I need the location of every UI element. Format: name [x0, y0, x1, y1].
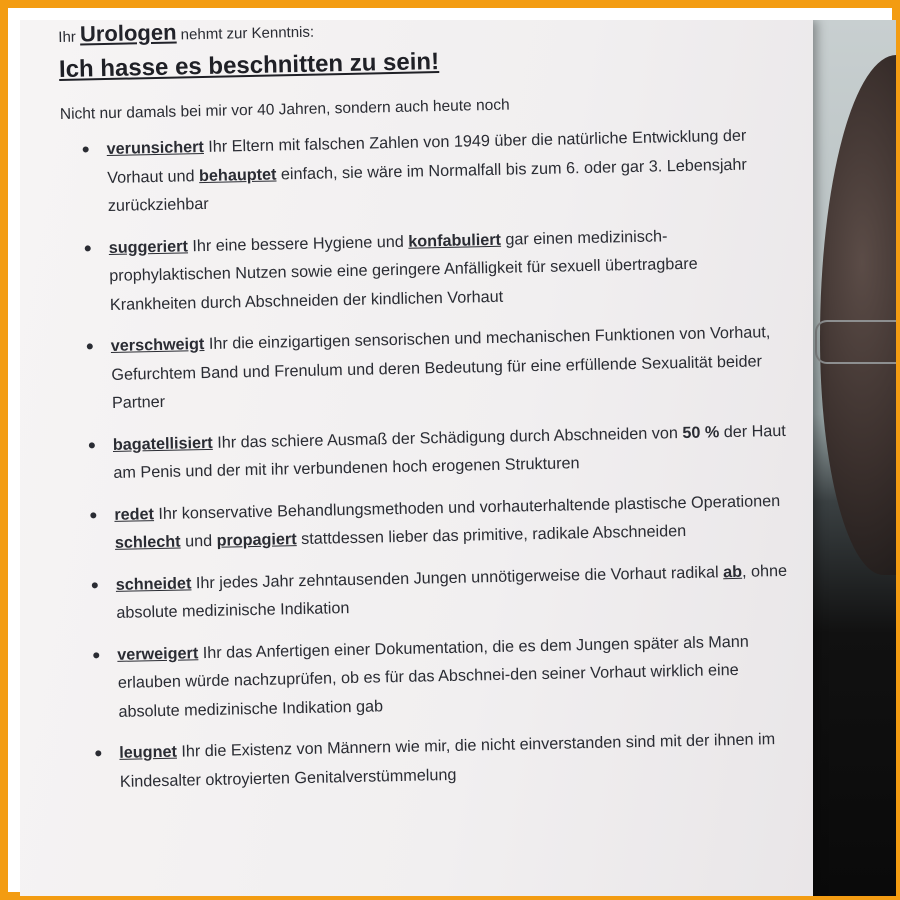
keyword: verunsichert [106, 137, 205, 159]
bullet-icon [83, 146, 89, 152]
keyword: verschweigt [110, 335, 205, 355]
list-item-text: einfach, sie wäre im Normalfall bis zum 6. oder gar 3. Lebensjahr zurückziehbar [107, 155, 748, 215]
list-item [70, 556, 791, 628]
intro-before: Ihr [58, 28, 81, 46]
keyword: schlecht [114, 532, 181, 552]
list-item-text: 50 % [682, 422, 720, 442]
photo [20, 20, 896, 896]
keyword: schneidet [115, 573, 192, 594]
list-item [62, 219, 784, 320]
bullet-icon [85, 245, 91, 251]
list-item-text: Ihr das Anfertigen einer Dokumentation, die es dem Jungen später als Mann erlauben würde nachzuprüfen, ob es für das Abschnei-den seiner Vorhaut wirklich eine absolute medizinische Indikation gab [117, 632, 749, 721]
list-item-text: Ihr Eltern mit falschen Zahlen von 1949 über die natürliche Entwicklung der Vorhaut und [107, 126, 747, 187]
keyword: behauptet [198, 164, 277, 185]
intro-highlight: Urologen [79, 20, 177, 47]
list-item-text: Ihr das schiere Ausmaß der Schädigung durch Abschneiden von [212, 423, 683, 452]
list-item-text: und [180, 531, 217, 551]
list-item-text: Ihr konservative Behandlungsmethoden und vorhauterhaltende plastische Operationen [153, 491, 781, 523]
intro-after: nehmt zur Kenntnis: [176, 23, 315, 44]
list-item [71, 626, 793, 727]
keyword: propagiert [216, 530, 297, 550]
list-item [60, 121, 782, 222]
list-item-text: Ihr jedes Jahr zehntausenden Jungen unnötigerweise die Vorhaut radikal [191, 562, 724, 592]
list-item [67, 416, 788, 488]
document-content [58, 20, 794, 810]
list-item [73, 725, 794, 797]
list-item-text: gar einen medizinisch-prophylaktischen Nutzen sowie eine geringere Anfälligkeit für sexuell übertragbare Krankheiten durch Abschneiden der kindlichen Vorhaut [109, 226, 698, 314]
glasses [815, 320, 896, 364]
paper-sheet [20, 20, 813, 896]
bullet-icon [93, 652, 99, 658]
bullet-icon [87, 343, 93, 349]
keyword: verweigert [117, 643, 199, 664]
keyword: redet [114, 504, 155, 524]
list-item [65, 318, 787, 419]
list-item-text: Ihr die einzigartigen sensorischen und mechanischen Funktionen von Vorhaut, Gefurchtem Band und Frenulum und deren Bedeutung für eine erfüllende Sexualität beider Partner [111, 323, 771, 412]
subtitle: Nicht nur damals bei mir vor 40 Jahren, sondern auch heute noch [59, 96, 510, 123]
keyword: bagatellisiert [112, 433, 213, 454]
bullet-icon [92, 582, 98, 588]
page-title: Ich hasse es beschnitten zu sein! [58, 48, 440, 83]
keyword: konfabuliert [408, 230, 502, 251]
bullet-icon [90, 512, 96, 518]
list-item-text: stattdessen lieber das primitive, radikale Abschneiden [296, 521, 687, 549]
list-item-text: Ihr eine bessere Hygiene und [187, 232, 409, 255]
list-item [68, 486, 789, 558]
keyword: leugnet [119, 742, 178, 762]
bullet-list [60, 121, 794, 797]
list-item-text: der Haut am Penis und der mit ihr verbundenen hoch erogenen Strukturen [113, 421, 787, 482]
keyword: ab [722, 562, 743, 581]
keyword: suggeriert [108, 236, 189, 257]
list-item-text: Ihr die Existenz von Männern wie mir, die nicht einverstanden sind mit der ihnen im Kindesalter oktroyierten Genitalverstümmelung [119, 730, 776, 791]
bullet-icon [95, 750, 101, 756]
image-frame [8, 8, 892, 892]
list-item-text: , ohne absolute medizinische Indikation [116, 561, 788, 622]
bullet-icon [89, 442, 95, 448]
